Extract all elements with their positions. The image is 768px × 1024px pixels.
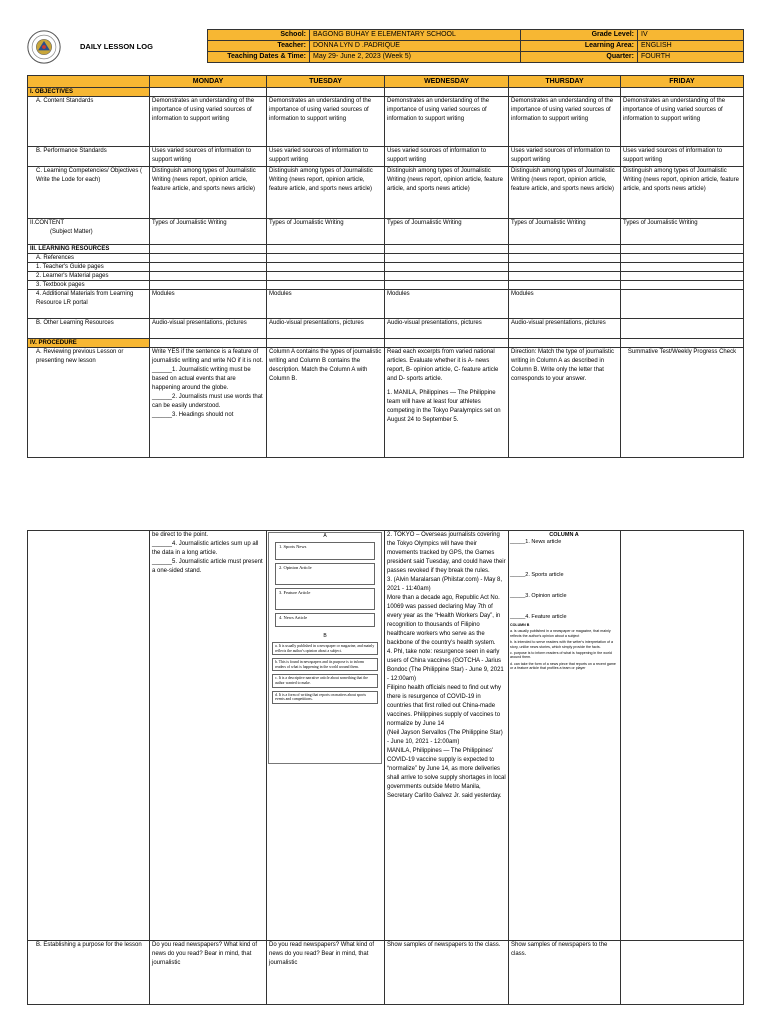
header-info-table xyxy=(207,29,744,63)
other-resources-tue: Audio-visual presentations, pictures xyxy=(267,319,385,339)
purpose-tue: Do you read newspapers? What kind of news do you read? Bear in mind, that journalistic xyxy=(267,941,385,1005)
column-b-heading: COLUMN B xyxy=(510,623,530,627)
other-resources-thu: Audio-visual presentations, pictures xyxy=(509,319,621,339)
day-monday: MONDAY xyxy=(150,76,267,88)
mon-continued-item-4: ______4. Journalistic articles sum up all the data in a long article. xyxy=(152,541,259,556)
reviewing-thu: Direction: Match the type of journalistic writing in Column A as described in Column B. Write only the letter that corresponds to your answer. xyxy=(509,348,621,458)
column-a-item: 4. News Article xyxy=(275,613,375,627)
content-standards-wed: Demonstrates an understanding of the importance of using varied sources of information to support writing xyxy=(385,97,509,147)
column-b-desc: b. is intended to serve readers with the writer's interpretation of a story, unlike news stories, which simply provide the facts. xyxy=(510,640,613,649)
day-friday: FRIDAY xyxy=(621,76,744,88)
additional-materials-label: 4. Additional Materials from Learning Resource LR portal xyxy=(28,290,150,319)
establishing-purpose-label: B. Establishing a purpose for the lesson xyxy=(28,941,150,1005)
additional-thu: Modules xyxy=(509,290,621,319)
content-standards-tue: Demonstrates an understanding of the importance of using varied sources of information to support writing xyxy=(267,97,385,147)
teaching-dates: May 29- June 2, 2023 (Week 5) xyxy=(310,52,521,63)
content-standards-fri: Demonstrates an understanding of the importance of using varied sources of information to support writing xyxy=(621,97,744,147)
grade-level-label: Grade Level: xyxy=(521,30,638,41)
mon-review-item-2: ______2. Journalists must use words that can be easily understood. xyxy=(152,394,263,409)
mon-continued-line: be direct to the point. xyxy=(152,532,209,538)
content-thu: Types of Journalistic Writing xyxy=(509,219,621,245)
column-a-item: 2. Opinion Article xyxy=(275,563,375,585)
day-tuesday: TUESDAY xyxy=(267,76,385,88)
reviewing-mon xyxy=(150,348,267,458)
content-wed: Types of Journalistic Writing xyxy=(385,219,509,245)
content-mon: Types of Journalistic Writing xyxy=(150,219,267,245)
column-a-item: _____2. Sports article xyxy=(510,572,564,578)
performance-standards-wed: Uses varied sources of information to support writing xyxy=(385,147,509,167)
continued-label-cell xyxy=(28,531,150,941)
column-a-caption: A xyxy=(323,533,327,539)
mon-continued-item-5: ______5. Journalistic article must present a one-sided stand. xyxy=(152,559,263,574)
additional-tue: Modules xyxy=(267,290,385,319)
page-1 xyxy=(0,0,768,465)
content-heading: II.CONTENT xyxy=(30,220,64,226)
performance-standards-fri: Uses varied sources of information to support writing xyxy=(621,147,744,167)
purpose-mon: Do you read newspapers? What kind of news do you read? Bear in mind, that journalistic xyxy=(150,941,267,1005)
mon-review-instructions: Write YES if the sentence is a feature of journalistic writing and write NO if it is not. xyxy=(152,349,264,364)
quarter: FOURTH xyxy=(638,52,744,63)
reviewing-fri: Summative Test/Weekly Progress Check xyxy=(621,348,744,458)
deped-seal-logo xyxy=(27,30,61,64)
competencies-thu: Distinguish among types of Journalistic Writing (news report, opinion article, feature article, and sports news article) xyxy=(509,167,621,219)
other-resources-wed: Audio-visual presentations, pictures xyxy=(385,319,509,339)
references-label: A. References xyxy=(28,254,150,263)
wed-continued: 2. TOKYO – Overseas journalists covering the Tokyo Olympics will have their movements tracked by GPS, the Games president said Tuesday, and could have their passes revoked if they break the rules. 3. (Alvin Maralarsan (Philstar.com) - May 8, 2021 - 11:40am) More than a decade ago, Republic Act No. 10069 was passed declaring May 7th of every year as the “Health Workers Day”, in recognition to thousands of Filipino healthcare workers who serve as the backbone of the country's health system. 4. Phl, take note: resurgence seen in early users of China vaccines (GOTCHA - Jarius Bondoc (The Philippine Star) - June 9, 2021 - 12:00am) Filipino health officials need to find out why there is resurgence of COVID-19 in countries that first rolled out China-made vaccines. Philippines supply of vaccines to normalize by June 14 (Neil Jayson Servallos (The Philippine Star) - June 10, 2021 - 12:00am) MANILA, Philippines — The Philippines' COVID-19 vaccine supply is expected to “normalize” by June 14, as more deliveries shall arrive to solve supply shortages in local governments outside Metro Manila, Secretary Carlito Galvez Jr. said yesterday. xyxy=(385,531,509,941)
competencies-fri: Distinguish among types of Journalistic Writing (news report, opinion article, feature article, and sports news article) xyxy=(621,167,744,219)
column-b-desc: a. It is usually published in a newspaper or magazine, and mainly reflects the author's opinion about a subject. xyxy=(272,642,378,655)
mon-continued xyxy=(150,531,267,941)
content-subheading: (Subject Matter) xyxy=(50,229,93,235)
column-a-item: 3. Feature Article xyxy=(275,588,375,610)
quarter-label: Quarter: xyxy=(521,52,638,63)
performance-standards-tue: Uses varied sources of information to support writing xyxy=(267,147,385,167)
column-b-desc: d. It is a form of writing that reports on matters about sports events and competitions. xyxy=(272,691,378,704)
lesson-table-page-1 xyxy=(27,75,744,458)
day-wednesday: WEDNESDAY xyxy=(385,76,509,88)
competencies-mon: Distinguish among types of Journalistic Writing (news report, opinion article, feature article, and sports news article) xyxy=(150,167,267,219)
other-resources-label: B. Other Learning Resources xyxy=(28,319,150,339)
procedure-heading: IV. PROCEDURE xyxy=(28,339,150,348)
additional-fri xyxy=(621,290,744,319)
column-b-desc: c. It is a descriptive narrative article about something that the author wanted to make. xyxy=(272,674,378,687)
reviewing-wed xyxy=(385,348,509,458)
content-standards-thu: Demonstrates an understanding of the importance of using varied sources of information to support writing xyxy=(509,97,621,147)
additional-wed: Modules xyxy=(385,290,509,319)
mon-review-item-1: ______1. Journalistic writing must be based on actual events that are happening around the globe. xyxy=(152,367,251,391)
content-tue: Types of Journalistic Writing xyxy=(267,219,385,245)
performance-standards-label: B. Performance Standards xyxy=(28,147,150,167)
teacher-name: DONNA LYN D .PADRIQUE xyxy=(310,41,521,52)
column-b-desc: b. This is found in newspapers and its purpose is to inform readers of what is happening in the world around them. xyxy=(272,658,378,671)
teachers-guide-label: 1. Teacher's Guide pages xyxy=(28,263,150,272)
column-b-desc: a. is usually published in a newspaper or magazine, that mainly reflects the author's opinion about a subject xyxy=(510,629,611,638)
learning-area-label: Learning Area: xyxy=(521,41,638,52)
content-fri: Types of Journalistic Writing xyxy=(621,219,744,245)
performance-standards-mon: Uses varied sources of information to support writing xyxy=(150,147,267,167)
reviewing-tue: Column A contains the types of journalistic writing and Column B contains the description. Match the Column A with Column B. xyxy=(267,348,385,458)
column-a-heading: COLUMN A xyxy=(549,532,579,538)
page-2 xyxy=(0,510,768,1024)
additional-mon: Modules xyxy=(150,290,267,319)
learning-competencies-label: C. Learning Competencies/ Objectives ( Write the Lode for each) xyxy=(28,167,150,219)
purpose-fri xyxy=(621,941,744,1005)
wed-review-excerpt-1: 1. MANILA, Philippines — The Philippine team will have at least four athletes competing in the Tokyo Paralympics set on August 24 to September 5. xyxy=(387,390,501,423)
competencies-wed: Distinguish among types of Journalistic Writing (news report, opinion article, feature article, and sports news article) xyxy=(385,167,509,219)
mon-review-item-3: ______3. Headings should not xyxy=(152,412,234,418)
column-b-desc: d. can take the form of a news piece that reports on a recent game or a feature article that profiles a team or player xyxy=(510,661,616,671)
purpose-thu: Show samples of newspapers to the class. xyxy=(509,941,621,1005)
column-a-item: 1. Sports News xyxy=(275,542,375,560)
corner-cell xyxy=(28,76,150,88)
column-b-caption: B xyxy=(323,633,327,639)
content-standards-mon: Demonstrates an understanding of the importance of using varied sources of information to support writing xyxy=(150,97,267,147)
learners-material-label: 2. Learner's Material pages xyxy=(28,272,150,281)
learning-resources-heading: III. LEARNING RESOURCES xyxy=(28,245,150,254)
lesson-table-page-2 xyxy=(27,530,744,1005)
column-a-item: _____1. News article xyxy=(510,539,562,545)
column-b-desc: c. purpose is to inform readers of what is happening in the world around them. xyxy=(510,651,612,660)
performance-standards-thu: Uses varied sources of information to support writing xyxy=(509,147,621,167)
wed-review-instructions: Read each excerpts from varied national articles. Evaluate whether it is A- news report, B- opinion article, C- feature article and D- sports article. xyxy=(387,349,499,382)
column-a-item: _____3. Opinion article xyxy=(510,593,567,599)
other-resources-mon: Audio-visual presentations, pictures xyxy=(150,319,267,339)
competencies-tue: Distinguish among types of Journalistic Writing (news report, opinion article, feature article, and sports news article) xyxy=(267,167,385,219)
textbook-pages-label: 3. Textbook pages xyxy=(28,281,150,290)
grade-level: IV xyxy=(638,30,744,41)
school-name: BAGONG BUHAY E ELEMENTARY SCHOOL xyxy=(310,30,521,41)
school-label: School: xyxy=(208,30,310,41)
fri-continued xyxy=(621,531,744,941)
purpose-wed: Show samples of newspapers to the class. xyxy=(385,941,509,1005)
day-thursday: THURSDAY xyxy=(509,76,621,88)
thursday-matching-columns xyxy=(510,532,618,671)
objectives-heading: I. OBJECTIVES xyxy=(28,88,150,97)
other-resources-fri xyxy=(621,319,744,339)
content-standards-label: A. Content Standards xyxy=(28,97,150,147)
document-title: DAILY LESSON LOG xyxy=(80,42,153,51)
teacher-label: Teacher: xyxy=(208,41,310,52)
column-a-item: _____4. Feature article xyxy=(510,614,567,620)
reviewing-lesson-label: A. Reviewing previous Lesson or presenting new lesson xyxy=(28,348,150,458)
tuesday-matching-image xyxy=(268,532,382,764)
teaching-dates-label: Teaching Dates & Time: xyxy=(208,52,310,63)
content-label xyxy=(28,219,150,245)
learning-area: ENGLISH xyxy=(638,41,744,52)
